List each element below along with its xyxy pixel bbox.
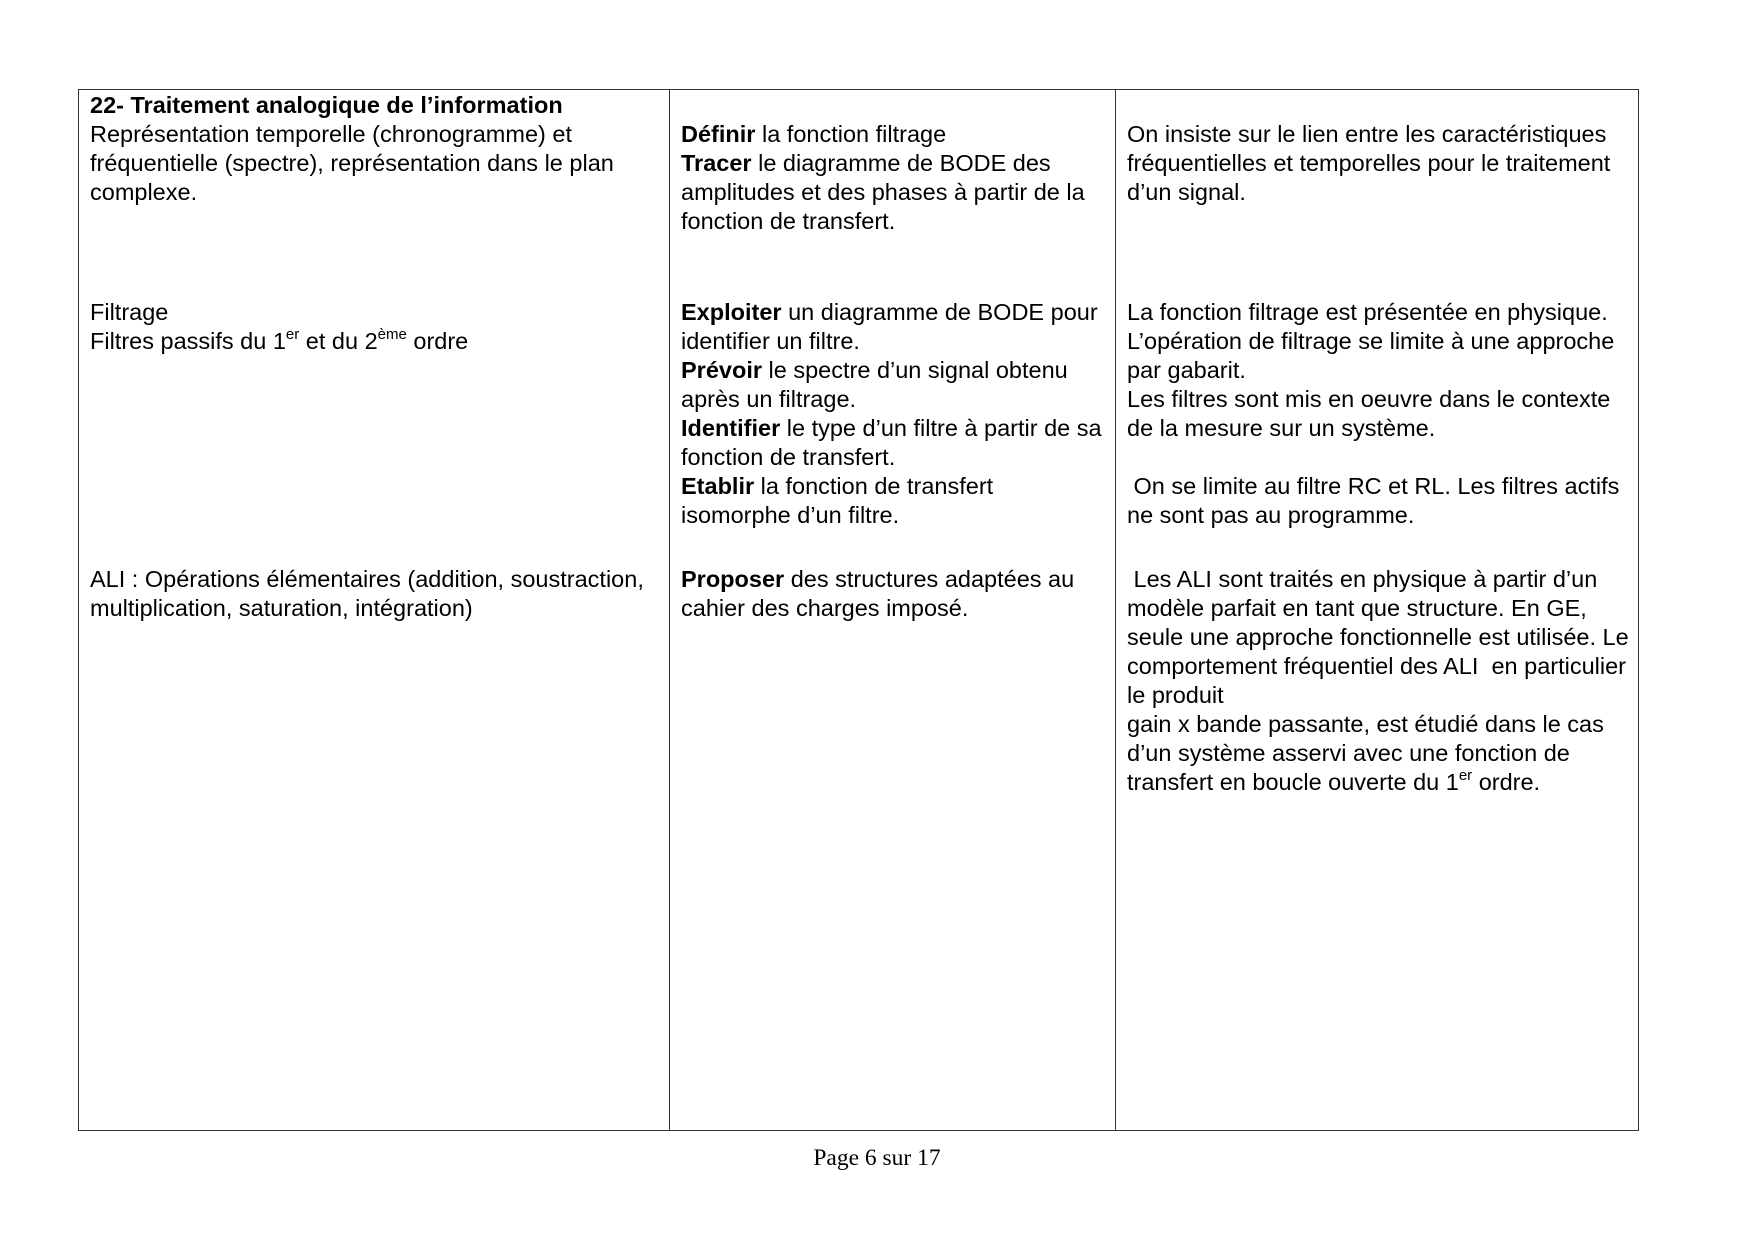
program-table	[78, 89, 1639, 1131]
competence-item: Définir la fonction filtrage	[681, 121, 947, 147]
comment-block-1	[1127, 120, 1630, 207]
ali-text: ALI : Opérations élémentaires (addition, soustraction, multiplication, saturation, intégration)	[90, 566, 644, 621]
commentaires-cell	[1116, 90, 1639, 1131]
competence-item: Proposer des structures adaptées au cahier des charges imposé.	[681, 566, 1075, 621]
comment-block-3	[1127, 565, 1636, 797]
intro-text: Représentation temporelle (chronogramme) et fréquentielle (spectre), représentation dans le plan complexe.	[90, 121, 614, 205]
section-ali	[90, 565, 661, 623]
section-filtrage	[90, 298, 661, 356]
comment-text: On se limite au filtre RC et RL. Les filtres actifs ne sont pas au programme.	[1127, 473, 1626, 528]
filtrage-title: Filtrage	[90, 299, 169, 325]
comment-spacer	[1127, 443, 1630, 472]
comment-text: La fonction filtrage est présentée en physique. L’opération de filtrage se limite à une approche par gabarit.	[1127, 299, 1615, 383]
competence-item: Identifier le type d’un filtre à partir de sa fonction de transfert.	[681, 415, 1102, 470]
competences-block-2	[681, 298, 1107, 530]
comment-text: gain x bande passante, est étudié dans le cas d’un système asservi avec une fonction de transfert en boucle ouverte du 1er ordre.	[1127, 711, 1604, 795]
competences-block-3	[681, 565, 1107, 623]
competence-item: Prévoir le spectre d’un signal obtenu après un filtrage.	[681, 357, 1068, 412]
competences-cell	[670, 90, 1116, 1131]
competence-item: Etablir la fonction de transfert isomorphe d’un filtre.	[681, 473, 994, 528]
section-heading: 22- Traitement analogique de l’information	[90, 92, 563, 118]
comment-text: Les ALI sont traités en physique à partir d’un modèle parfait en tant que structure. En GE, seule une approche fonctionnelle est utilisée. Le comportement fréquentiel des ALI en particulier le produit	[1127, 566, 1636, 708]
comment-text: Les filtres sont mis en oeuvre dans le contexte de la mesure sur un système.	[1127, 386, 1611, 441]
section-intro	[90, 91, 661, 207]
comment-block-2	[1127, 298, 1630, 530]
comment-text: On insiste sur le lien entre les caractéristiques fréquentielles et temporelles pour le traitement d’un signal.	[1127, 121, 1611, 205]
competence-item: Exploiter un diagramme de BODE pour identifier un filtre.	[681, 299, 1098, 354]
filtres-passifs-text: Filtres passifs du 1er et du 2ème ordre	[90, 326, 469, 354]
page-number: Page 6 sur 17	[813, 1145, 941, 1171]
competences-block-1	[681, 120, 1107, 236]
competence-item: Tracer le diagramme de BODE des amplitudes et des phases à partir de la fonction de transfert.	[681, 150, 1085, 234]
table-row	[79, 90, 1639, 1131]
content-cell	[79, 90, 670, 1131]
